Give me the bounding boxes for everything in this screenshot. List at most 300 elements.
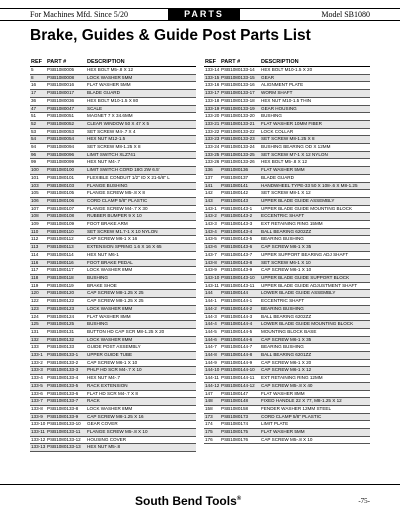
description-cell: GUIDE POST ASSEMBLY	[86, 344, 196, 352]
part-number-cell: PSB1080143-4	[220, 228, 260, 236]
part-number-cell: PSB1080133-12	[46, 436, 86, 444]
table-row	[204, 436, 370, 444]
part-number-cell: PSB1080005	[46, 67, 86, 75]
part-number-cell: PSB1080174	[220, 421, 260, 429]
table-row	[30, 251, 196, 259]
description-cell: CORD CLAMP 5/8" PLASTIC	[260, 413, 370, 421]
ref-cell: 133-2	[30, 359, 46, 367]
description-cell: WORM SHAFT	[260, 90, 370, 98]
table-row	[204, 336, 370, 344]
part-number-cell: PSB1080143-3	[220, 221, 260, 229]
description-cell: LIMIT SWITCH XLZ741	[86, 151, 196, 159]
ref-cell: 131	[30, 328, 46, 336]
ref-cell: 120	[30, 290, 46, 298]
parts-table-left-body	[30, 67, 196, 452]
description-cell: BEARING BUSHING	[260, 344, 370, 352]
ref-cell: 144-6	[204, 336, 220, 344]
part-number-cell: PSB1080136	[220, 167, 260, 175]
ref-cell: 5	[30, 67, 46, 75]
part-number-cell: PSB1080133-9	[46, 413, 86, 421]
part-number-cell: PSB1080123	[46, 305, 86, 313]
table-row	[30, 413, 196, 421]
table-row	[204, 352, 370, 360]
part-number-cell: PSB1080110	[46, 228, 86, 236]
description-cell: HEX BOLT M5-.8 X 12	[86, 67, 196, 75]
part-number-cell: PSB1080144-1	[220, 298, 260, 306]
ref-cell: 122	[30, 298, 46, 306]
ref-cell: 17	[30, 90, 46, 98]
description-cell: HEX BOLT M5-.8 X 12	[260, 159, 370, 167]
description-cell: FLAT HD SCR M4-.7 X 8	[86, 390, 196, 398]
table-row	[204, 421, 370, 429]
ref-cell: 110	[30, 228, 46, 236]
table-row	[30, 282, 196, 290]
part-number-cell: PSB1080176	[220, 436, 260, 444]
description-cell: BALL BEARING 6202ZZ	[260, 313, 370, 321]
table-row	[30, 398, 196, 406]
table-row	[30, 67, 196, 75]
table-row	[30, 74, 196, 82]
description-cell: FLAT WASHER 8MM	[260, 390, 370, 398]
ref-cell: 105	[30, 190, 46, 198]
ref-cell: 103	[30, 182, 46, 190]
table-row	[30, 352, 196, 360]
ref-cell: 144-3	[204, 313, 220, 321]
description-cell: FLANGE SCREW M5-.8 X 8	[86, 190, 196, 198]
ref-cell: 113	[30, 244, 46, 252]
description-cell: BEARING BUSHING	[260, 236, 370, 244]
ref-cell: 47	[30, 105, 46, 113]
part-number-cell: PSB1080099	[46, 159, 86, 167]
ref-cell: 133-18	[204, 97, 220, 105]
part-number-cell: PSB1080133-6	[46, 390, 86, 398]
description-cell: CAP SCREW M8-1.25 X 25	[86, 290, 196, 298]
table-row	[204, 197, 370, 205]
part-number-cell: PSB1080008	[46, 74, 86, 82]
description-cell: ALIGNMENT PLATE	[260, 82, 370, 90]
table-row	[30, 151, 196, 159]
table-row	[30, 367, 196, 375]
ref-cell: 16	[30, 82, 46, 90]
description-cell: SCALE	[86, 105, 196, 113]
part-number-cell: PSB1080144-2	[220, 305, 260, 313]
part-number-cell: PSB1080143	[220, 197, 260, 205]
table-row	[30, 174, 196, 182]
description-cell: CAP SCREW M6-1 X 35	[260, 336, 370, 344]
ref-cell: 143-7	[204, 251, 220, 259]
table-header-row	[204, 58, 370, 67]
table-row	[204, 274, 370, 282]
ref-cell: 133-5	[30, 382, 46, 390]
description-cell: ECCENTRIC SHAFT	[260, 213, 370, 221]
table-row	[30, 382, 196, 390]
description-cell: FLANGE SCREW M4-.7 X 30	[86, 205, 196, 213]
description-cell: HEX NUT M5-.8	[86, 444, 196, 452]
description-cell: FOOT BRAKE ARM	[86, 221, 196, 229]
ref-cell: 133-26	[204, 159, 220, 167]
col-ref-header: REF	[204, 58, 220, 67]
description-cell: FOOT BRAKE PEDAL	[86, 259, 196, 267]
col-ref-header: REF	[30, 58, 46, 67]
part-number-cell: PSB1080133-11	[46, 429, 86, 437]
table-row	[204, 259, 370, 267]
parts-table-left	[30, 58, 196, 452]
table-row	[204, 174, 370, 182]
table-row	[204, 398, 370, 406]
table-row	[30, 120, 196, 128]
part-number-cell: PSB1080052	[46, 120, 86, 128]
ref-cell: 143-6	[204, 244, 220, 252]
description-cell: RACK	[86, 398, 196, 406]
ref-cell: 175	[204, 429, 220, 437]
part-number-cell: PSB1080053	[46, 128, 86, 136]
page-header	[0, 8, 400, 21]
table-row	[204, 244, 370, 252]
part-number-cell: PSB1080143-10	[220, 274, 260, 282]
description-cell: BUSHING	[86, 274, 196, 282]
part-number-cell: PSB1080133-26	[220, 159, 260, 167]
ref-cell: 144-9	[204, 359, 220, 367]
ref-cell: 125	[30, 321, 46, 329]
table-row	[204, 90, 370, 98]
table-row	[204, 128, 370, 136]
description-cell: CAP SCREW M6-1 X 35	[260, 244, 370, 252]
table-row	[30, 128, 196, 136]
ref-cell: 133-9	[30, 413, 46, 421]
part-number-cell: PSB1080114	[46, 251, 86, 259]
ref-cell: 133-12	[30, 436, 46, 444]
ref-cell: 133-14	[204, 67, 220, 75]
table-row	[30, 290, 196, 298]
ref-cell: 133-23	[204, 136, 220, 144]
part-number-cell: PSB1080143-6	[220, 244, 260, 252]
ref-cell: 133-25	[204, 151, 220, 159]
ref-cell: 112	[30, 236, 46, 244]
part-number-cell: PSB1080133-20	[220, 113, 260, 121]
header-machines-date: For Machines Mfd. Since 5/20	[30, 10, 128, 19]
ref-cell: 133	[30, 344, 46, 352]
description-cell: LIMIT SWITCH CORD 18G 2W 6.5'	[86, 167, 196, 175]
table-row	[30, 213, 196, 221]
table-row	[204, 136, 370, 144]
ref-cell: 143-11	[204, 282, 220, 290]
page-footer	[0, 484, 400, 513]
description-cell: BUSHING	[260, 113, 370, 121]
ref-cell: 133-11	[30, 429, 46, 437]
part-number-cell: PSB1080112	[46, 236, 86, 244]
table-row	[30, 359, 196, 367]
table-row	[30, 144, 196, 152]
part-number-cell: PSB1080133-25	[220, 151, 260, 159]
ref-cell: 144	[204, 290, 220, 298]
ref-cell: 133-22	[204, 128, 220, 136]
description-cell: BUSHING	[86, 321, 196, 329]
table-row	[30, 244, 196, 252]
description-cell: FIXED HANDLE 22 X 77, M8-1.25 X 12	[260, 398, 370, 406]
part-number-cell: PSB1080054	[46, 136, 86, 144]
table-row	[30, 197, 196, 205]
description-cell: FENDER WASHER 12MM STEEL	[260, 405, 370, 413]
description-cell: CAP SCREW M8-1.25 X 16	[86, 413, 196, 421]
part-number-cell: PSB1080036	[46, 97, 86, 105]
table-row	[30, 105, 196, 113]
ref-cell: 133-21	[204, 120, 220, 128]
part-number-cell: PSB1080143-8	[220, 259, 260, 267]
description-cell: HEX NUT M10-1.5 THIN	[260, 97, 370, 105]
ref-cell: 158	[204, 405, 220, 413]
ref-cell: 119	[30, 282, 46, 290]
part-number-cell: PSB1080144-5	[220, 328, 260, 336]
description-cell: LOCK WASHER 8MM	[86, 405, 196, 413]
description-cell: LOCK WASHER 8MM	[86, 336, 196, 344]
table-row	[204, 251, 370, 259]
description-cell: UPPER SUPPORT BEARING ADJ SHAFT	[260, 251, 370, 259]
ref-cell: 51	[30, 113, 46, 121]
table-row	[204, 367, 370, 375]
part-number-cell: PSB1080094	[46, 144, 86, 152]
description-cell: RACK EXTENSION	[86, 382, 196, 390]
ref-cell: 118	[30, 274, 46, 282]
ref-cell: 133-16	[204, 82, 220, 90]
table-row	[30, 82, 196, 90]
ref-cell: 144-8	[204, 352, 220, 360]
ref-cell: 143-4	[204, 228, 220, 236]
ref-cell: 133-24	[204, 144, 220, 152]
table-row	[30, 97, 196, 105]
header-section-label: PARTS	[168, 8, 240, 21]
table-row	[30, 336, 196, 344]
part-number-cell: PSB1080144-10	[220, 367, 260, 375]
part-number-cell: PSB1080143-7	[220, 251, 260, 259]
description-cell: CAP SCREW M5-.8 X 10	[260, 436, 370, 444]
table-row	[204, 429, 370, 437]
description-cell: HANDWHEEL TYPE-33 50 X 108-.6 X M8-1.25	[260, 182, 370, 190]
parts-table-right	[204, 58, 370, 444]
description-cell: EXT RETAINING RING 12MM	[260, 375, 370, 383]
description-cell: MOUNTING BLOCK BASE	[260, 328, 370, 336]
part-number-cell: PSB1080144-7	[220, 344, 260, 352]
table-row	[30, 421, 196, 429]
part-number-cell: PSB1080120	[46, 290, 86, 298]
part-number-cell: PSB1080133-15	[220, 74, 260, 82]
description-cell: HOUSING COVER	[86, 436, 196, 444]
brand-logo	[135, 494, 241, 508]
part-number-cell: PSB1080143-2	[220, 213, 260, 221]
description-cell: CAP SCREW M6-1 X 10	[260, 267, 370, 275]
ref-cell: 36	[30, 97, 46, 105]
part-number-cell: PSB1080017	[46, 90, 86, 98]
description-cell: BEARING BUSHING	[260, 305, 370, 313]
description-cell: GEAR COVER	[86, 421, 196, 429]
description-cell: FLEXIBLE CONDUIT 1/2" ID X 21-5/8" L	[86, 174, 196, 182]
description-cell: CORD CLAMP 5/8" PLASTIC	[86, 197, 196, 205]
table-row	[30, 436, 196, 444]
ref-cell: 96	[30, 151, 46, 159]
description-cell: SET SCREW M8-1 X 12	[260, 190, 370, 198]
description-cell: HEX BOLT M10-1.5 X 20	[260, 67, 370, 75]
ref-cell: 133-1	[30, 352, 46, 360]
table-row	[204, 205, 370, 213]
part-number-cell: PSB1080133-13	[46, 444, 86, 452]
part-number-cell: PSB1080133-22	[220, 128, 260, 136]
ref-cell: 147	[204, 390, 220, 398]
part-number-cell: PSB1080133-8	[46, 405, 86, 413]
description-cell: CAP SCREW M8-1.25 X 25	[86, 298, 196, 306]
ref-cell: 148	[204, 398, 220, 406]
ref-cell: 94	[30, 144, 46, 152]
ref-cell: 108	[30, 213, 46, 221]
ref-cell: 143-9	[204, 267, 220, 275]
ref-cell: 133-8	[30, 405, 46, 413]
table-row	[30, 182, 196, 190]
ref-cell: 143-3	[204, 221, 220, 229]
ref-cell: 8	[30, 74, 46, 82]
part-number-cell: PSB1080147	[220, 390, 260, 398]
table-row	[30, 444, 196, 452]
description-cell: BLADE GUARD	[260, 174, 370, 182]
description-cell: CAP SCREW M5-.8 X 40	[260, 382, 370, 390]
ref-cell: 143-8	[204, 259, 220, 267]
col-part-header: PART #	[46, 58, 86, 67]
part-number-cell: PSB1080051	[46, 113, 86, 121]
part-number-cell: PSB1080131	[46, 328, 86, 336]
description-cell: SET SCREW M8-1.25 X 8	[86, 144, 196, 152]
ref-cell: 144-11	[204, 375, 220, 383]
part-number-cell: PSB1080144-6	[220, 336, 260, 344]
ref-cell: 144-7	[204, 344, 220, 352]
part-number-cell: PSB1080148	[220, 398, 260, 406]
part-number-cell: PSB1080144-12	[220, 382, 260, 390]
description-cell: LOCK WASHER 8MM	[86, 305, 196, 313]
part-number-cell: PSB1080109	[46, 221, 86, 229]
description-cell: HEX NUT M4-.7	[86, 159, 196, 167]
ref-cell: 100	[30, 167, 46, 175]
part-number-cell: PSB1080137	[220, 174, 260, 182]
table-row	[30, 328, 196, 336]
ref-cell: 143-1	[204, 205, 220, 213]
table-row	[30, 259, 196, 267]
ref-cell: 133-15	[204, 74, 220, 82]
description-cell: LOWER BLADE GUIDE MOUNTING BLOCK	[260, 321, 370, 329]
description-cell: UPPER BLADE GUIDE ASSEMBLY	[260, 197, 370, 205]
table-row	[204, 82, 370, 90]
description-cell: SET SCREW M4-.7 X 4	[86, 128, 196, 136]
ref-cell: 173	[204, 413, 220, 421]
ref-cell: 133-3	[30, 367, 46, 375]
brand-name: South Bend Tools	[135, 494, 237, 508]
part-number-cell: PSB1080133-14	[220, 67, 260, 75]
ref-cell: 144-4	[204, 321, 220, 329]
ref-cell: 133-6	[30, 390, 46, 398]
ref-cell: 143-5	[204, 236, 220, 244]
description-cell: FLAT WASHER 5MM	[260, 167, 370, 175]
table-row	[30, 298, 196, 306]
part-number-cell: PSB1080142	[220, 190, 260, 198]
part-number-cell: PSB1080144-4	[220, 321, 260, 329]
ref-cell: 116	[30, 259, 46, 267]
ref-cell: 99	[30, 159, 46, 167]
part-number-cell: PSB1080133-10	[46, 421, 86, 429]
table-row	[204, 120, 370, 128]
ref-cell: 133-13	[30, 444, 46, 452]
description-cell: SET SCREW M6-1 X 10	[260, 259, 370, 267]
ref-cell: 133-7	[30, 398, 46, 406]
table-row	[30, 136, 196, 144]
ref-cell: 133-10	[30, 421, 46, 429]
page-title: Brake, Guides & Guide Post Parts List	[30, 27, 311, 44]
part-number-cell: PSB1080175	[220, 429, 260, 437]
ref-cell: 143-2	[204, 213, 220, 221]
table-row	[204, 344, 370, 352]
part-number-cell: PSB1080100	[46, 167, 86, 175]
ref-cell: 133-4	[30, 375, 46, 383]
col-desc-header: DESCRIPTION	[260, 58, 370, 67]
table-row	[204, 390, 370, 398]
part-number-cell: PSB1080108	[46, 213, 86, 221]
description-cell: UPPER BLADE GUIDE MOUNTING BLOCK	[260, 205, 370, 213]
ref-cell: 136	[204, 167, 220, 175]
table-row	[204, 282, 370, 290]
description-cell: UPPER BLADE GUIDE SUPPORT BLOCK	[260, 274, 370, 282]
description-cell: MAGNET 7 X 34.6MM	[86, 113, 196, 121]
ref-cell: 54	[30, 136, 46, 144]
part-number-cell: PSB1080124	[46, 313, 86, 321]
ref-cell: 142	[204, 190, 220, 198]
part-number-cell: PSB1080133-21	[220, 120, 260, 128]
description-cell: CAP SCREW M6-1 X 20	[260, 359, 370, 367]
ref-cell: 144-2	[204, 305, 220, 313]
part-number-cell: PSB1080116	[46, 259, 86, 267]
part-number-cell: PSB1080118	[46, 274, 86, 282]
description-cell: LIMIT PLATE	[260, 421, 370, 429]
table-row	[30, 390, 196, 398]
part-number-cell: PSB1080133-3	[46, 367, 86, 375]
ref-cell: 137	[204, 174, 220, 182]
table-row	[30, 313, 196, 321]
ref-cell: 109	[30, 221, 46, 229]
description-cell: HEX NUT M12-1.5	[86, 136, 196, 144]
table-row	[204, 159, 370, 167]
description-cell: BLADE GUARD	[86, 90, 196, 98]
part-number-cell: PSB1080133-17	[220, 90, 260, 98]
part-number-cell: PSB1080158	[220, 405, 260, 413]
description-cell: LOCK WASHER 5MM	[86, 74, 196, 82]
table-row	[204, 113, 370, 121]
part-number-cell: PSB1080133-24	[220, 144, 260, 152]
part-number-cell: PSB1080106	[46, 197, 86, 205]
table-row	[204, 298, 370, 306]
col-desc-header: DESCRIPTION	[86, 58, 196, 67]
table-row	[204, 382, 370, 390]
table-row	[30, 321, 196, 329]
table-row	[204, 190, 370, 198]
description-cell: CAP SCREW M6-1 X 12	[260, 367, 370, 375]
table-row	[204, 405, 370, 413]
ref-cell: 53	[30, 128, 46, 136]
table-row	[204, 413, 370, 421]
part-number-cell: PSB1080133-1	[46, 352, 86, 360]
table-row	[204, 151, 370, 159]
part-number-cell: PSB1080143-5	[220, 236, 260, 244]
part-number-cell: PSB1080133-4	[46, 375, 86, 383]
ref-cell: 141	[204, 182, 220, 190]
ref-cell: 107	[30, 205, 46, 213]
part-number-cell: PSB1080105	[46, 190, 86, 198]
table-row	[30, 267, 196, 275]
description-cell: FLAT WASHER 5MM	[86, 82, 196, 90]
description-cell: BUTTON HD CAP SCR M8-1.25 X 20	[86, 328, 196, 336]
part-number-cell: PSB1080096	[46, 151, 86, 159]
